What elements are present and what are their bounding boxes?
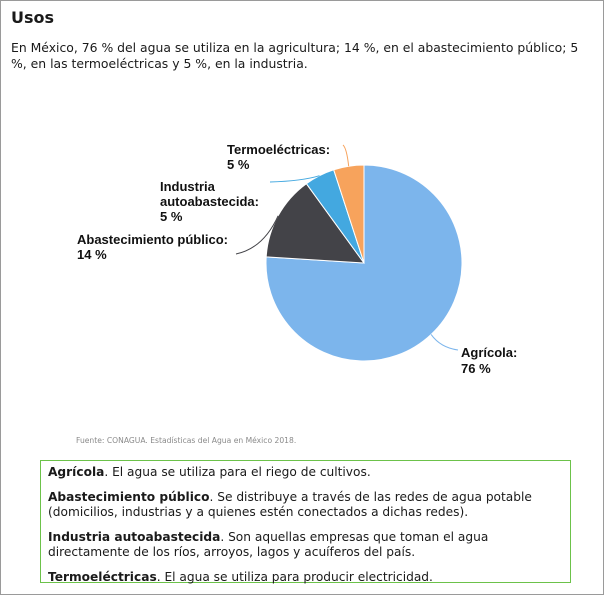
page-title: Usos	[11, 8, 55, 27]
definition-text: . El agua se utiliza para producir electricidad.	[156, 569, 433, 584]
definition-agricola	[48, 465, 563, 481]
definition-termo	[48, 570, 563, 586]
definition-text: . Se distribuye a través de las redes de agua potable (domicilios, industrias y a quienes estén conectados a dichas redes).	[48, 489, 532, 519]
data-label-termo-name: Termoeléctricas:	[227, 142, 331, 157]
source-note: Fuente: CONAGUA. Estadísticas del Agua en México 2018.	[76, 436, 297, 445]
connector-termo	[343, 145, 349, 166]
definitions-box	[40, 460, 571, 583]
definition-abastecimiento	[48, 490, 563, 521]
definition-term: Agrícola	[48, 465, 105, 479]
definition-term: Termoeléctricas	[48, 569, 157, 584]
definition-industria	[48, 530, 563, 561]
data-label-abastecimiento-value: 14 %	[77, 247, 107, 262]
data-label-agricola-value: 76 %	[461, 361, 491, 376]
connector-agricola	[431, 334, 458, 350]
data-label-agricola-name: Agrícola:	[461, 345, 518, 360]
data-label-termo-value: 5 %	[227, 157, 250, 172]
data-label-industria-name-line1: Industria	[160, 179, 215, 194]
definition-term: Industria autoabastecida	[48, 529, 221, 544]
definition-text: . El agua se utiliza para el riego de cultivos.	[104, 465, 371, 479]
definition-text: . Son aquellas empresas que toman el agua directamente de los ríos, arroyos, lagos y acuíferos del país.	[48, 529, 489, 559]
data-label-abastecimiento-name: Abastecimiento público:	[77, 232, 228, 247]
data-label-industria-value: 5 %	[160, 209, 183, 224]
data-label-industria-name-line2: autoabastecida:	[160, 194, 259, 209]
definition-term: Abastecimiento público	[48, 489, 210, 504]
intro-text: En México, 76 % del agua se utiliza en la agricultura; 14 %, en el abastecimiento público; 5 %, en las termoeléctricas y 5 %, en la industria.	[11, 40, 579, 71]
